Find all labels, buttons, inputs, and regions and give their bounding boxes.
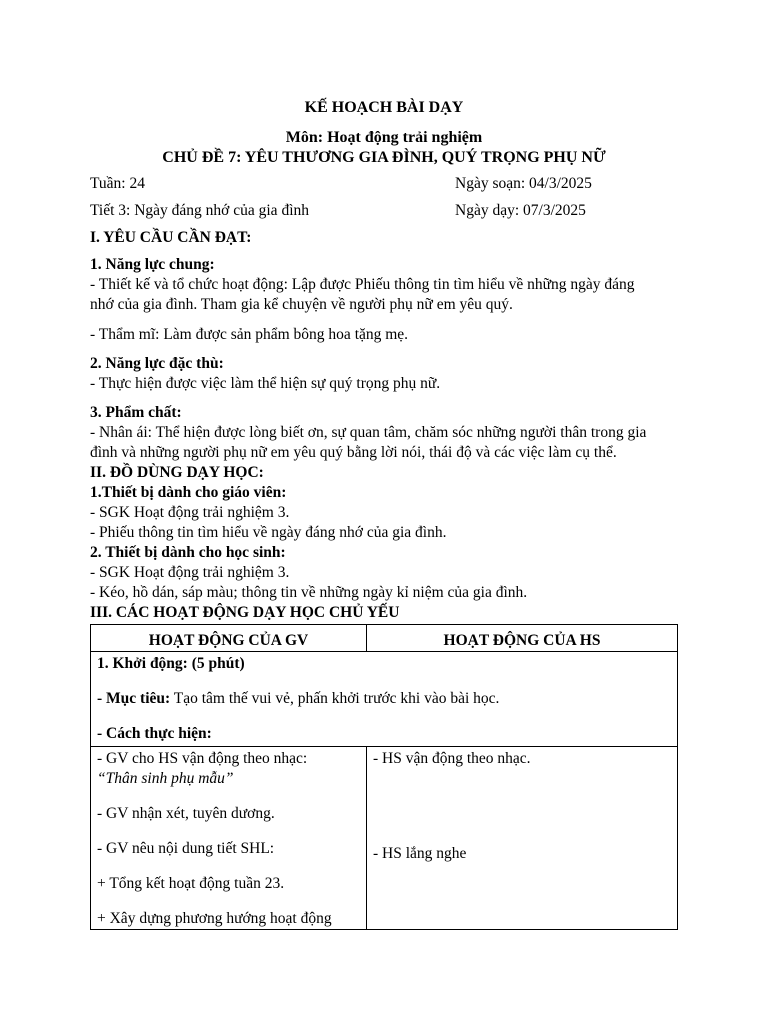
quality-heading: 3. Phẩm chất: xyxy=(90,404,182,421)
general-competence-heading: 1. Năng lực chung: xyxy=(90,256,215,273)
goal-text: Tạo tâm thế vui vẻ, phấn khởi trước khi vào bài học. xyxy=(170,690,500,707)
col-header-student: HOẠT ĐỘNG CỦA HS xyxy=(367,625,678,652)
teacher-equipment-heading: 1.Thiết bị dành cho giáo viên: xyxy=(90,484,287,501)
method-label: - Cách thực hiện: xyxy=(97,725,212,742)
aesthetic-line: - Thẩm mĩ: Làm được sản phẩm bông hoa tặng mẹ. xyxy=(90,326,409,343)
subject-line: Môn: Hoạt động trải nghiệm xyxy=(285,129,483,146)
student-activity-cell xyxy=(367,747,678,930)
general-competence-line1: - Thiết kế và tổ chức hoạt động: Lập được Phiếu thông tin tìm hiểu về những ngày đáng xyxy=(90,276,635,293)
specific-competence-heading: 2. Năng lực đặc thù: xyxy=(90,355,224,372)
section3-heading: III. CÁC HOẠT ĐỘNG DẠY HỌC CHỦ YẾU xyxy=(90,604,400,621)
gv-line2: - GV nhận xét, tuyên dương. xyxy=(97,805,275,822)
doc-title: KẾ HOẠCH BÀI DẠY xyxy=(304,99,464,116)
general-competence-line2: nhớ của gia đình. Tham gia kể chuyện về người phụ nữ em yêu quý. xyxy=(90,296,513,313)
student-item: - SGK Hoạt động trải nghiệm 3. xyxy=(90,564,290,581)
song-name: “Thân sinh phụ mẫu” xyxy=(97,770,234,787)
hs-line1: - HS vận động theo nhạc. xyxy=(373,750,531,767)
gv-line4: + Tổng kết hoạt động tuần 23. xyxy=(97,875,285,892)
teacher-activity-cell xyxy=(91,747,367,930)
lesson-name: Tiết 3: Ngày đáng nhớ của gia đình xyxy=(90,202,309,219)
activities-table xyxy=(90,624,678,930)
teacher-item: - Phiếu thông tin tìm hiểu về ngày đáng nhớ của gia đình. xyxy=(90,524,447,541)
section1-heading: I. YÊU CẦU CẦN ĐẠT: xyxy=(90,229,252,246)
quality-line2: đình và những người phụ nữ em yêu quý bằng lời nói, thái độ và các việc làm cụ thể. xyxy=(90,444,617,461)
teacher-item: - SGK Hoạt động trải nghiệm 3. xyxy=(90,504,290,521)
lesson-plan-page xyxy=(90,98,678,930)
week: Tuần: 24 xyxy=(90,175,145,192)
gv-line5: + Xây dựng phương hướng hoạt động xyxy=(97,910,332,927)
specific-competence-line: - Thực hiện được việc làm thể hiện sự quý trọng phụ nữ. xyxy=(90,375,441,392)
info-row-2 xyxy=(90,201,678,221)
warmup-cell xyxy=(91,652,678,747)
info-row-1 xyxy=(90,174,678,194)
goal-label: - Mục tiêu: xyxy=(97,690,171,707)
gv-line1: - GV cho HS vận động theo nhạc: xyxy=(97,750,308,767)
warmup-heading: 1. Khởi động: (5 phút) xyxy=(97,655,245,672)
prep-date: Ngày soạn: 04/3/2025 xyxy=(455,175,592,192)
col-header-teacher: HOẠT ĐỘNG CỦA GV xyxy=(91,625,367,652)
warmup-goal xyxy=(97,689,671,709)
topic-line: CHỦ ĐỀ 7: YÊU THƯƠNG GIA ĐÌNH, QUÝ TRỌNG PHỤ NỮ xyxy=(162,149,606,166)
student-item: - Kéo, hồ dán, sáp màu; thông tin về những ngày kỉ niệm của gia đình. xyxy=(90,584,528,601)
hs-line2: - HS lắng nghe xyxy=(373,845,467,862)
student-equipment-heading: 2. Thiết bị dành cho học sinh: xyxy=(90,544,286,561)
section2-heading: II. ĐỒ DÙNG DẠY HỌC: xyxy=(90,464,264,481)
teach-date: Ngày dạy: 07/3/2025 xyxy=(455,202,586,219)
quality-line1: - Nhân ái: Thể hiện được lòng biết ơn, sự quan tâm, chăm sóc những người thân trong gia xyxy=(90,424,647,441)
gv-line3: - GV nêu nội dung tiết SHL: xyxy=(97,840,275,857)
